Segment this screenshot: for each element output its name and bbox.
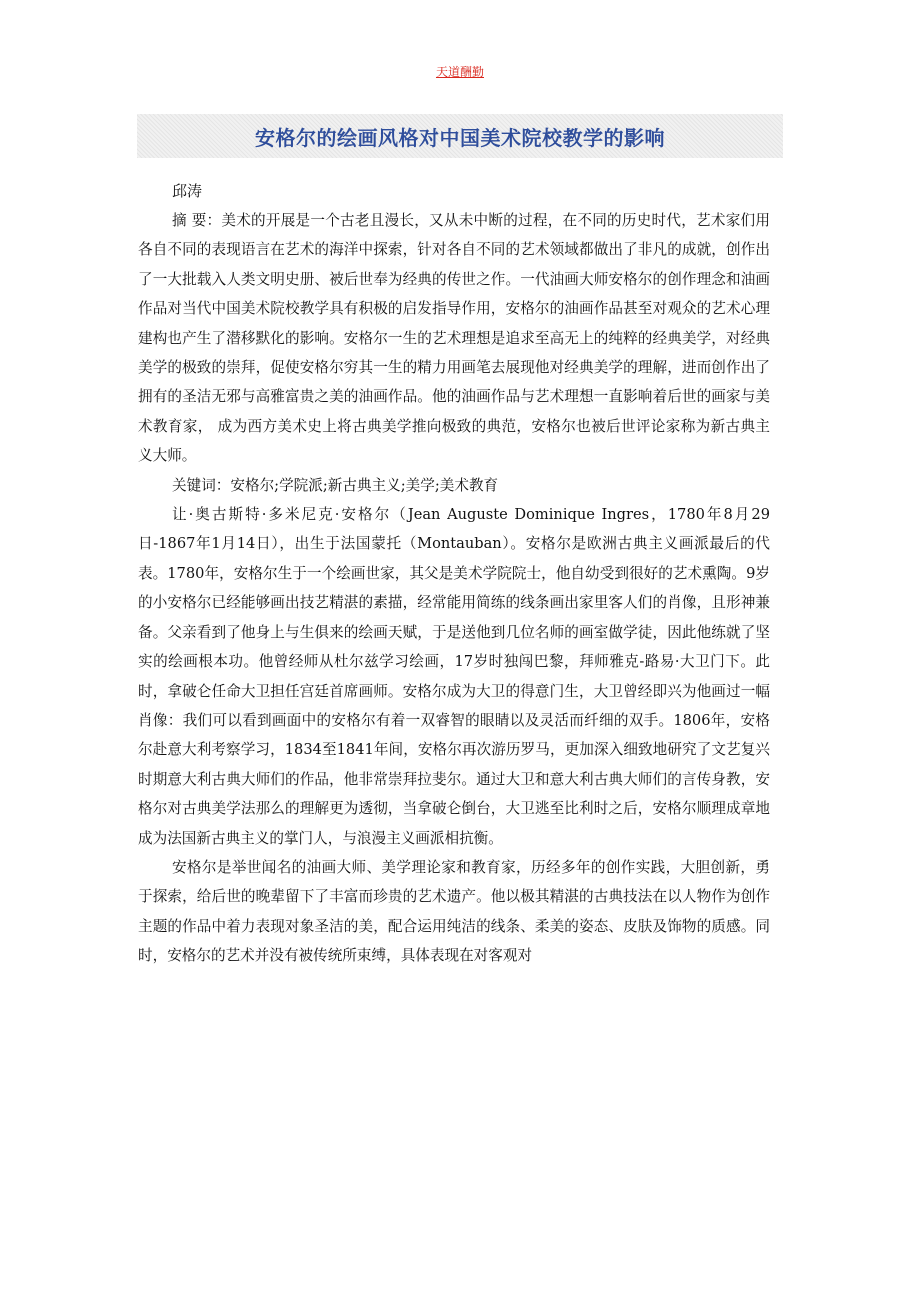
- title-banner: [137, 114, 783, 158]
- header-link[interactable]: 天道酬勤: [435, 65, 484, 79]
- article-body: [138, 176, 770, 971]
- abstract-paragraph: 摘 要：美术的开展是一个古老且漫长，又从未中断的过程，在不同的历史时代，艺术家们用各自不同的表现语言在艺术的海洋中探索，针对各自不同的艺术领域都做出了非凡的成就，创作出了一大批载入人类文明史册、被后世奉为经典的传世之作。一代油画大师安格尔的创作理念和油画作品对当代中国美术院校教学具有积极的启发指导作用，安格尔的油画作品甚至对观众的艺术心理建构也产生了潜移默化的影响。安格尔一生的艺术理想是追求至高无上的纯粹的经典美学，对经典美学的极致的崇拜，促使安格尔穷其一生的精力用画笔去展现他对经典美学的理解，进而创作出了拥有的圣洁无邪与高雅富贵之美的油画作品。他的油画作品与艺术理想一直影响着后世的画家与美术教育家， 成为西方美术史上将古典美学推向极致的典范，安格尔也被后世评论家称为新古典主义大师。: [138, 212, 770, 465]
- body-paragraph: 让·奥古斯特·多米尼克·安格尔（Jean Auguste Dominique Ingres，1780年8月29日-1867年1月14日），出生于法国蒙托（Montauban）。安格尔是欧洲古典主义画派最后的代表。1780年，安格尔生于一个绘画世家，其父是美术学院院士，他自幼受到很好的艺术熏陶。9岁的小安格尔已经能够画出技艺精湛的素描，经常能用简练的线条画出家里客人们的肖像，且形神兼备。父亲看到了他身上与生俱来的绘画天赋，于是送他到几位名师的画室做学徒，因此他练就了坚实的绘画根本功。他曾经师从杜尔兹学习绘画，17岁时独闯巴黎，拜师雅克-路易·大卫门下。此时，拿破仑任命大卫担任宫廷首席画师。安格尔成为大卫的得意门生，大卫曾经即兴为他画过一幅肖像：我们可以看到画面中的安格尔有着一双睿智的眼睛以及灵活而纤细的双手。1806年，安格尔赴意大利考察学习，1834至1841年间，安格尔再次游历罗马，更加深入细致地研究了文艺复兴时期意大利古典大师们的作品，他非常崇拜拉斐尔。通过大卫和意大利古典大师们的言传身教，安格尔对古典美学法那么的理解更为透彻，当拿破仑倒台，大卫逃至比利时之后，安格尔顺理成章地成为法国新古典主义的掌门人，与浪漫主义画派相抗衡。: [138, 506, 770, 847]
- page-title: 安格尔的绘画风格对中国美术院校教学的影响: [255, 125, 665, 150]
- keywords-line: 关键词：安格尔;学院派;新古典主义;美学;美术教育: [172, 476, 499, 494]
- body-paragraph: 安格尔是举世闻名的油画大师、美学理论家和教育家，历经多年的创作实践，大胆创新，勇于探索，给后世的晚辈留下了丰富而珍贵的艺术遗产。他以极其精湛的古典技法在以人物作为创作主题的作品中着力表现对象圣洁的美，配合运用纯洁的线条、柔美的姿态、皮肤及饰物的质感。同时，安格尔的艺术并没有被传统所束缚，具体表现在对客观对: [138, 858, 770, 965]
- author-name: 邱涛: [172, 182, 203, 200]
